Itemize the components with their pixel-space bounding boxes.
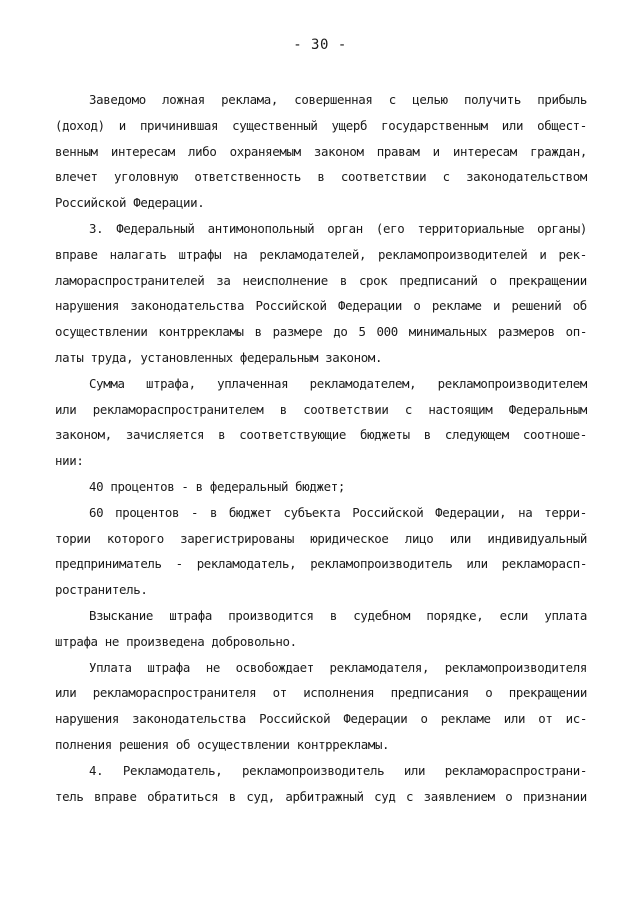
- text-line: нарушения законодательства Российской Федерации о рекламе и решений об: [55, 298, 587, 314]
- text-line: ламораспространителей за неисполнение в срок предписаний о прекращении: [55, 272, 587, 288]
- text-line: тории которого зарегистрированы юридическое лицо или индивидуальный: [55, 530, 587, 546]
- text-line: законом, зачисляется в соответствующие бюджеты в следующем соотноше-: [55, 427, 587, 443]
- text-line: вправе налагать штрафы на рекламодателей, рекламопроизводителей и рек-: [55, 246, 587, 262]
- text-line: 60 процентов - в бюджет субъекта Российской Федерации, на терри-: [89, 504, 587, 520]
- text-line: осуществлении контррекламы в размере до 5 000 минимальных размеров оп-: [55, 324, 587, 340]
- text-line: латы труда, установленных федеральным законом.: [55, 349, 383, 365]
- text-line: 40 процентов - в федеральный бюджет;: [89, 478, 345, 494]
- text-line: или рекламораспространителя от исполнения предписания о прекращении: [55, 685, 587, 701]
- text-line: Сумма штрафа, уплаченная рекламодателем, рекламопроизводителем: [89, 375, 587, 391]
- text-line: нарушения законодательства Российской Федерации о рекламе или от ис-: [55, 711, 587, 727]
- text-line: или рекламораспространителем в соответствии с настоящим Федеральным: [55, 401, 587, 417]
- text-line: влечет уголовную ответственность в соответствии с законодательством: [55, 169, 587, 185]
- text-line: Взыскание штрафа производится в судебном порядке, если уплата: [89, 607, 587, 623]
- text-line: 4. Рекламодатель, рекламопроизводитель или рекламораспространи-: [89, 762, 587, 778]
- text-line: Уплата штрафа не освобождает рекламодателя, рекламопроизводителя: [89, 659, 587, 675]
- body-text: [55, 87, 587, 809]
- text-line: (доход) и причинившая существенный ущерб государственным или общест-: [55, 117, 587, 133]
- text-line: ространитель.: [55, 582, 148, 598]
- text-line: Российской Федерации.: [55, 195, 205, 211]
- page-number: - 30 -: [293, 37, 347, 53]
- text-line: нии:: [55, 453, 84, 469]
- text-line: Заведомо ложная реклама, совершенная с целью получить прибыль: [89, 92, 587, 107]
- text-line: полнения решения об осуществлении контррекламы.: [55, 736, 390, 752]
- text-line: штрафа не произведена добровольно.: [55, 633, 297, 649]
- text-line: венным интересам либо охраняемым законом правам и интересам граждан,: [55, 143, 587, 159]
- text-line: тель вправе обратиться в суд, арбитражный суд с заявлением о признании: [55, 788, 587, 804]
- text-line: 3. Федеральный антимонопольный орган (его территориальные органы): [89, 220, 587, 236]
- text-line: предприниматель - рекламодатель, рекламопроизводитель или рекламорасп-: [55, 556, 587, 572]
